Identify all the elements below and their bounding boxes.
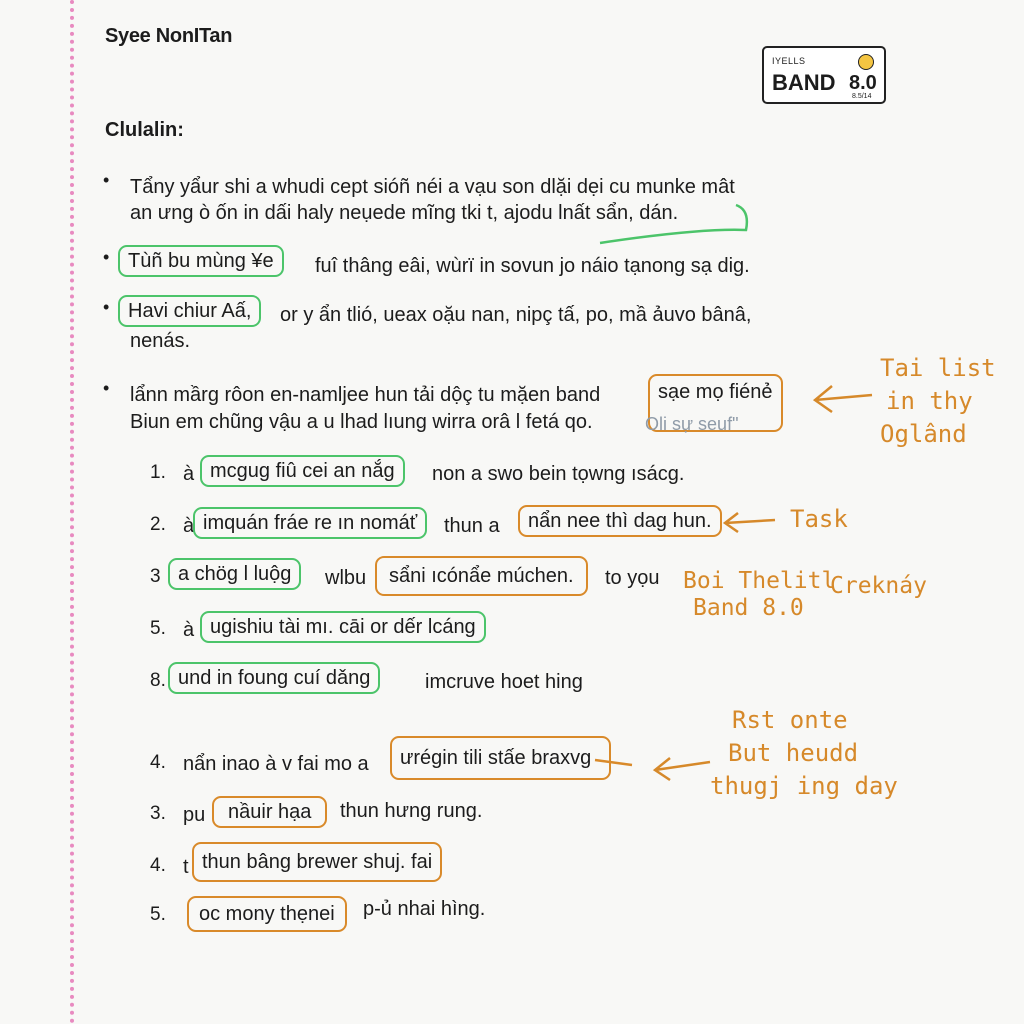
highlight-green: und in foung cuí dǎng	[168, 662, 380, 694]
note-line: in thy	[886, 387, 973, 415]
bullet-icon: •	[103, 170, 110, 190]
list-item-prefix: à	[183, 515, 195, 537]
bullet-2-text: fuî thâng eâi, wùrï in sovun jo náio tạnong sạ dig.	[315, 255, 750, 277]
highlight-green: ugishiu tài mı. cāi or dếr lcáng	[200, 611, 486, 643]
bullet-icon: •	[103, 297, 110, 317]
list-item-text: nẩn inao à v fai mo a	[183, 753, 369, 775]
highlight-green: mcgug fiû cei an nắg	[200, 455, 405, 487]
highlight-green: a chög l luộg	[168, 558, 301, 590]
margin-line	[70, 0, 74, 1024]
highlight-orange: ưrégin tili stấe braxvg	[390, 736, 611, 780]
list-item-prefix: à	[183, 463, 195, 485]
bullet-3-text: or y ẩn tlió, ueax oặu nan, nipç tấ, po, mầ ảuvo bânâ,	[280, 304, 752, 326]
list-item-text: wlbu	[325, 567, 367, 589]
list-number: 1.	[150, 462, 166, 483]
highlight-orange: sẩni ıcónẩe múchen.	[375, 556, 588, 596]
badge-band-label: BAND	[772, 70, 836, 95]
page-title: Syee NonITan	[105, 25, 233, 47]
band-badge	[762, 46, 886, 104]
badge-superscript: IYELLS	[772, 56, 806, 66]
list-number: 2.	[150, 514, 166, 535]
highlight-orange: oc mony thẹnei	[187, 896, 347, 932]
highlight-green: imquán fráe re ın nomáť	[193, 507, 427, 539]
list-number: 3.	[150, 803, 166, 824]
list-number: 5.	[150, 618, 166, 639]
highlight-orange: sạe mọ fiénẻ	[648, 374, 783, 432]
bullet-3-line-2: nenás.	[130, 330, 191, 352]
list-item-text: p-ủ nhai hìng.	[363, 898, 486, 920]
list-item-prefix: t	[183, 856, 189, 878]
handwritten-note-2c: Band 8.0	[693, 595, 804, 621]
bullet-4-line-2: Biun em chũng vậu a u lhad lıung wirra orâ l fetá qo.	[130, 411, 593, 433]
list-number: 3	[150, 566, 161, 587]
list-number: 4.	[150, 855, 166, 876]
section-heading: Clulalin:	[105, 119, 184, 141]
arrow-icon	[815, 386, 872, 412]
arrow-icon	[655, 758, 710, 780]
bullet-1-line-1: Tẩny yẩur shi a whudi cept sióñ néi a vạu son dlặi dẹi cu munke mât	[130, 176, 735, 198]
highlight-green: Havi chiur Aấ,	[118, 295, 261, 327]
note-line: Oglând	[880, 420, 967, 448]
handwritten-note-2b: Creknáy	[830, 573, 927, 599]
bullet-icon: •	[103, 378, 110, 398]
list-item-text: thun a	[444, 515, 500, 537]
list-number: 8.	[150, 670, 166, 691]
handwritten-note-task: Task	[790, 505, 848, 533]
handwritten-note-2a: Boi Thelitl	[683, 568, 836, 594]
list-item-prefix: pu	[183, 804, 206, 826]
smiley-icon	[858, 54, 874, 70]
highlight-orange: thun bâng brewer shuj. fai	[192, 842, 442, 882]
note-line: Rst onte	[732, 706, 848, 734]
list-number: 5.	[150, 904, 166, 925]
list-item-text: non a swo bein tọwng ısácg.	[432, 463, 685, 485]
list-item-text: thun hưng rung.	[340, 800, 483, 822]
highlight-green: Tùñ bu mùng ¥e	[118, 245, 284, 277]
arrow-icon	[725, 513, 775, 532]
list-item-text: to yọu	[605, 567, 660, 589]
bullet-4-line-1: lẩnn mầrg rôon en-namljee hun tải dộç tu mặen band	[130, 384, 601, 406]
list-number: 4.	[150, 752, 166, 773]
handwritten-note-3	[710, 704, 898, 803]
bullet-1-line-2: an ưng ò ốn in dấi haly neụede mĩng tki t, ajodu lnất sẩn, dán.	[130, 202, 679, 224]
note-line: thugj ing day	[710, 772, 898, 800]
highlight-orange: nầuir hạa	[212, 796, 327, 828]
list-item-prefix: à	[183, 619, 195, 641]
badge-subtext: 8.5/14	[852, 93, 872, 100]
bullet-icon: •	[103, 247, 110, 267]
note-line: Tai list	[880, 354, 996, 382]
faded-text: Oli sự seuf"	[645, 414, 739, 434]
highlight-orange: nẩn nee thì dag hun.	[518, 505, 722, 537]
note-line: But heudd	[728, 739, 859, 767]
handwritten-note-1	[880, 352, 996, 451]
badge-score: 8.0	[849, 72, 877, 94]
list-item-text: imcruve hoet hing	[425, 671, 583, 693]
